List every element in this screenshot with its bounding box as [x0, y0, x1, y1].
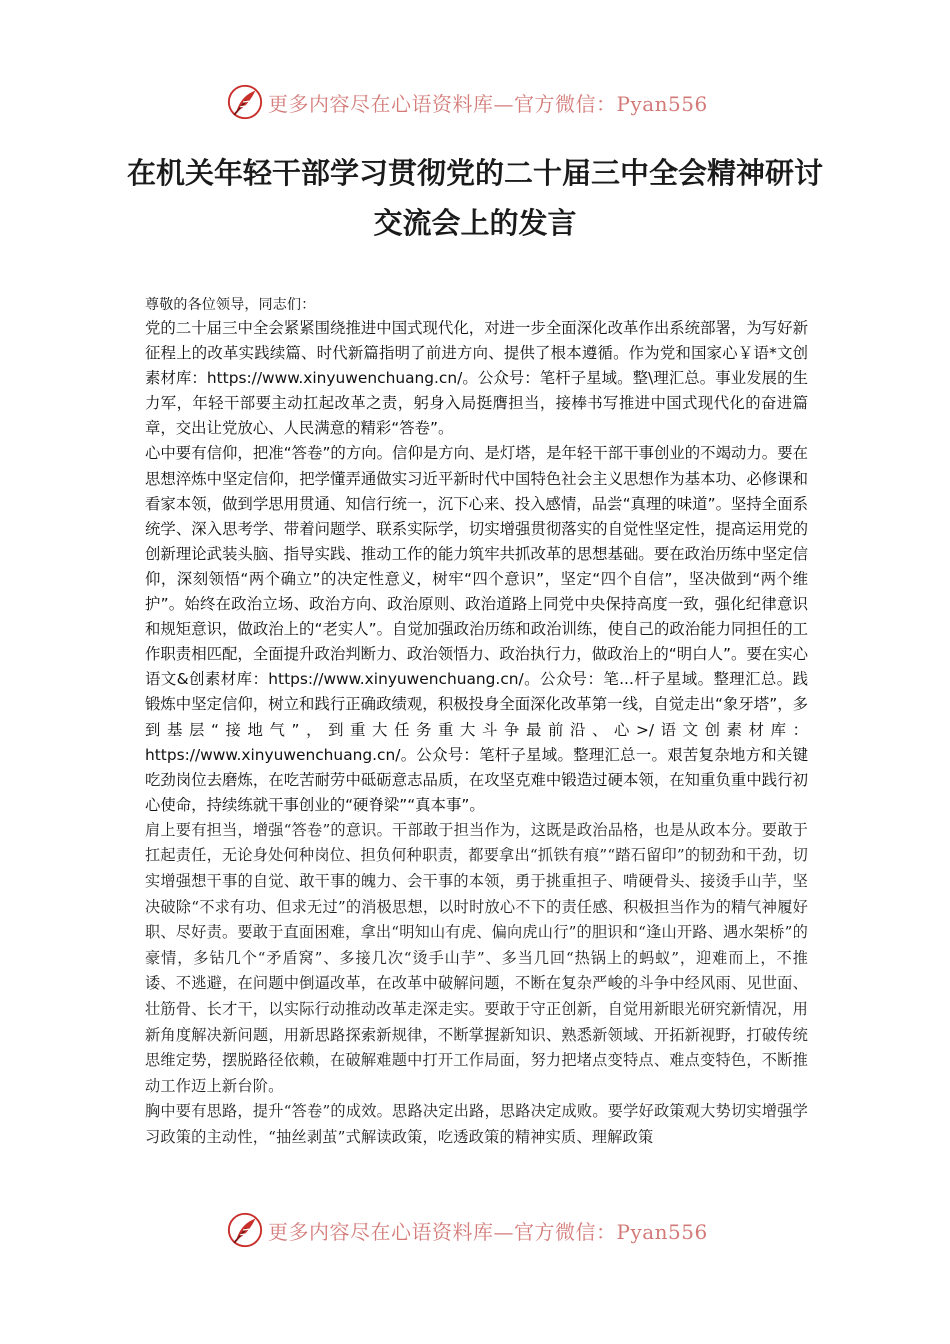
document-body	[145, 294, 808, 1151]
paragraph-faith: 心中要有信仰，把准“答卷”的方向。信仰是方向、是灯塔，是年轻干部干事创业的不竭动力。要在思想淬炼中坚定信仰，把学懂弄通做实习近平新时代中国特色社会主义思想作为基本功、必修课和看家本领，做到学思用贯通、知信行统一，沉下心来、投入感情，品尝“真理的味道”。坚持全面系统学、深入思考学、带着问题学、联系实际学，切实增强贯彻落实的自觉性坚定性，提高运用党的创新理论武装头脑、指导实践、推动工作的能力筑牢共抓改革的思想基础。要在政治历练中坚定信仰，深刻领悟“两个确立”的决定性意义，树牢“四个意识”，坚定“四个自信”，坚决做到“两个维护”。始终在政治立场、政治方向、政治原则、政治道路上同党中央保持高度一致，强化纪律意识和规矩意识，做政治上的“老实人”。自觉加强政治历练和政治训练，使自己的政治能力同担任的工作职责相匹配，全面提升政治判断力、政治领悟力、政治执行力，做政治上的“明白人”。要在实心语文&创素材库：https://www.xinyuwenchuang.cn/。公众号：笔...杆子星域。整理汇总。践锻炼中坚定信仰，树立和践行正确政绩观，积极投身全面深化改革第一线，自觉走出“象牙塔”，多到基层“接地气”，到重大任务重大斗争最前沿、心>/语文创素材库：https://www.xinyuwenchuang.cn/。公众号：笔杆子星域。整理汇总一。艰苦复杂地方和关键吃劲岗位去磨炼，在吃苦耐劳中砥砺意志品质，在攻坚克难中锻造过硬本领，在知重负重中践行初心使命，持续练就干事创业的“硬脊梁”“真本事”。	[145, 444, 808, 814]
paragraph-responsibility: 肩上要有担当，增强“答卷”的意识。干部敢于担当作为，这既是政治品格，也是从政本分。要敢于扛起责任，无论身处何种岗位、担负何种职责，都要拿出“抓铁有痕”“踏石留印”的韧劲和干劲，切实增强想干事的自觉、敢干事的魄力、会干事的本领，勇于挑重担子、啃硬骨头、接烫手山芋，坚决破除“不求有功、但求无过”的消极思想，以时时放心不下的责任感、积极担当作为的精气神履好职、尽好责。要敢于直面困难，拿出“明知山有虎、偏向虎山行”的胆识和“逢山开路、遇水架桥”的豪情，多钻几个“矛盾窝”、多接几次“烫手山芋”、多当几回“热锅上的蚂蚁”，迎难而上，不推诿、不逃避，在问题中倒逼改革，在改革中破解问题，不断在复杂严峻的斗争中经风雨、见世面、壮筋骨、长才干，以实际行动推动改革走深走实。要敢于守正创新，自觉用新眼光研究新情况，用新角度解决新问题，用新思路探索新规律，不断掌握新知识、熟悉新领域、开拓新视野，打破传统思维定势，摆脱路径依赖，在破解难题中打开工作局面，努力把堵点变特点、难点变特色，不断推动工作迈上新台阶。	[145, 820, 808, 1095]
paragraph-thinking: 胸中要有思路，提升“答卷”的成效。思路决定出路，思路决定成败。要学好政策观大势切实增强学习政策的主动性，“抽丝剥茧”式解读政策，吃透政策的精神实质、理解政策	[145, 1102, 808, 1146]
salutation: 尊敬的各位领导，同志们：	[145, 297, 316, 313]
header-banner[interactable]	[226, 82, 708, 122]
footer-banner[interactable]	[226, 1210, 708, 1250]
document-title: 在机关年轻干部学习贯彻党的二十届三中全会精神研讨交流会上的发言	[126, 156, 823, 240]
paragraph-intro: 党的二十届三中全会紧紧围绕推进中国式现代化，对进一步全面深化改革作出系统部署，为写好新征程上的改革实践续篇、时代新篇指明了前进方向、提供了根本遵循。作为党和国家心￥语*文创素材库：https://www.xinyuwenchuang.cn/。公众号：笔杆子星域。整\理汇总。事业发展的生力军，年轻干部要主动扛起改革之责，躬身入局挺膺担当，接棒书写推进中国式现代化的奋进篇章，交出让党放心、人民满意的精彩“答卷”。	[145, 319, 808, 438]
feather-pen-logo-icon	[226, 1211, 264, 1249]
feather-pen-logo-icon	[226, 83, 264, 121]
header-banner-text: 更多内容尽在心语资料库—官方微信：Pyan556	[268, 91, 708, 116]
footer-banner-text: 更多内容尽在心语资料库—官方微信：Pyan556	[268, 1219, 708, 1244]
